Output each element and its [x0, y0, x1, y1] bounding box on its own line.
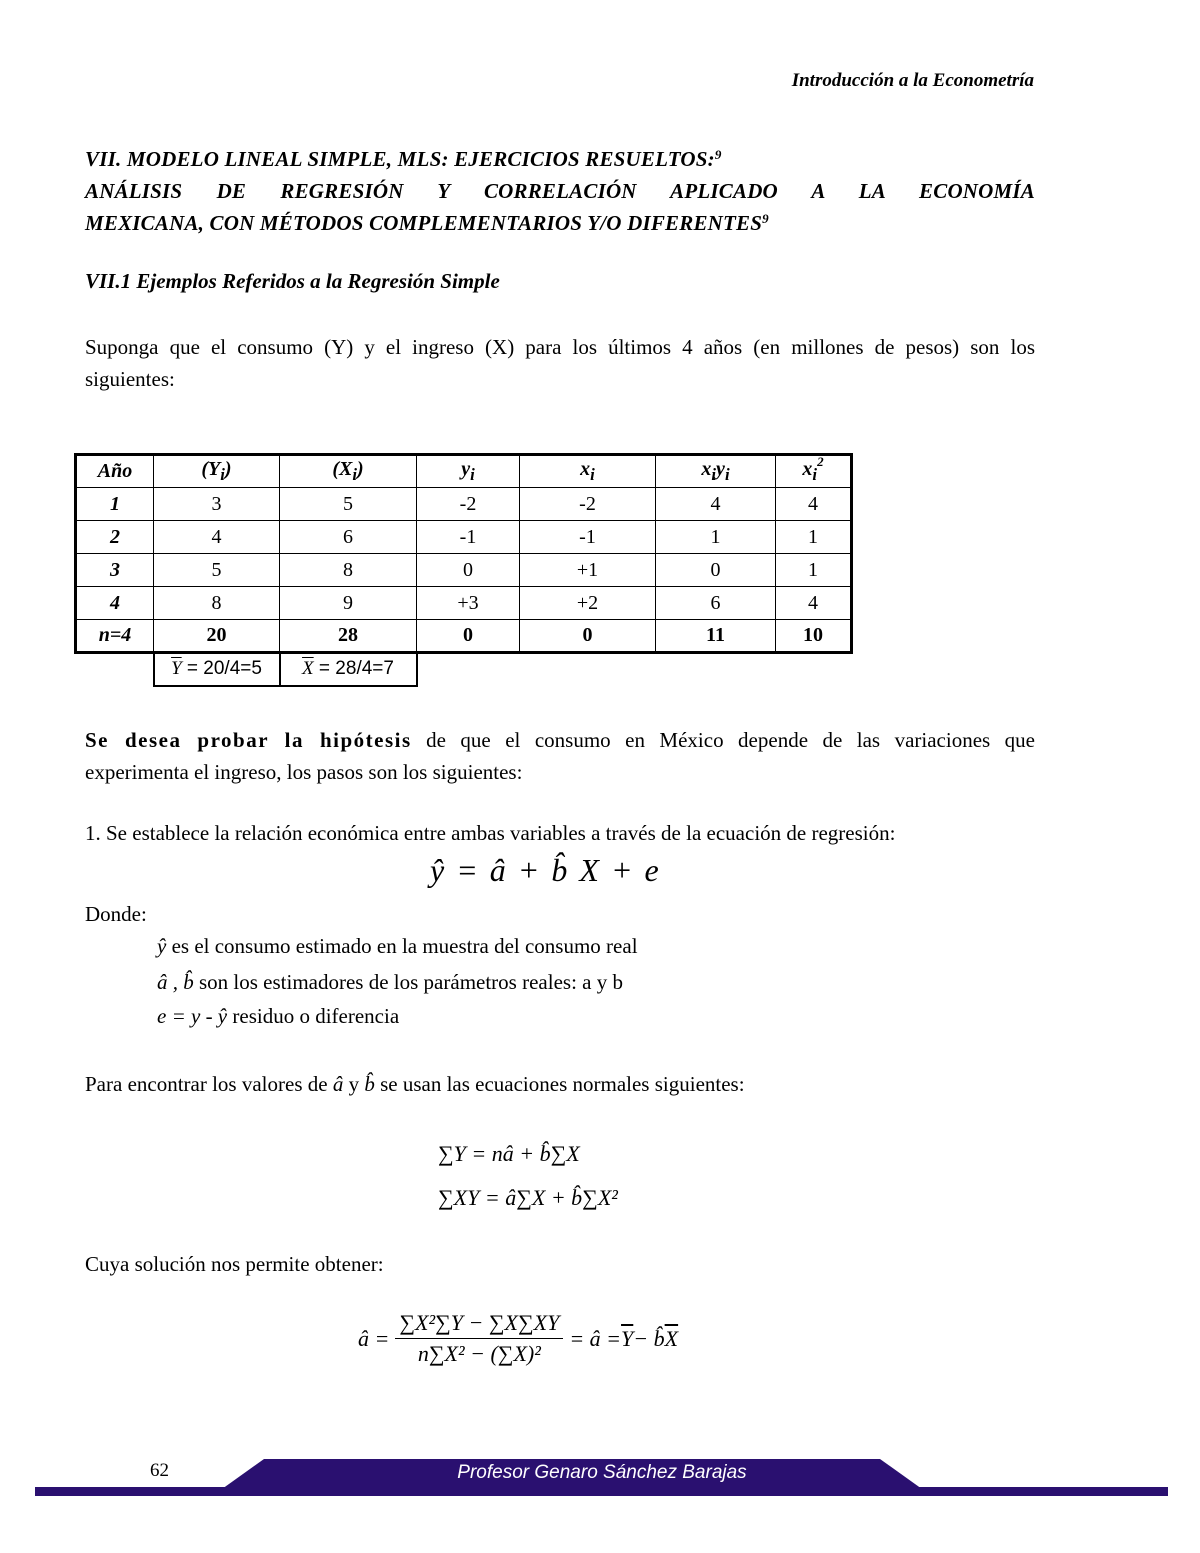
cell: 8	[280, 554, 417, 587]
header-xi: $x_i$	[520, 455, 656, 488]
solution-fraction	[395, 1310, 563, 1367]
cell: 4	[776, 488, 852, 521]
cell: 20	[154, 620, 280, 653]
intro-paragraph	[85, 331, 1035, 395]
cell: -1	[417, 521, 520, 554]
cell: -2	[520, 488, 656, 521]
table-header-row	[76, 455, 852, 488]
definition-3: e = y - ŷ residuo o diferencia	[157, 1004, 400, 1028]
cell	[417, 653, 852, 686]
table-row	[76, 521, 852, 554]
solution-numerator: ∑X²∑Y − ∑X∑XY	[395, 1310, 563, 1339]
cell	[76, 653, 154, 686]
cell: 28	[280, 620, 417, 653]
title-line-3: MEXICANA, CON MÉTODOS COMPLEMENTARIOS Y/O DIFERENTES	[85, 211, 763, 235]
regression-equation: ŷ = â + b̂ X + e	[430, 852, 661, 888]
cell: 3	[76, 554, 154, 587]
cell: 1	[776, 521, 852, 554]
normal-equations-intro: Para encontrar los valores de â y b̂ se usan las ecuaciones normales siguientes:	[85, 1072, 745, 1096]
cell: 0	[520, 620, 656, 653]
running-header: Introducción a la Econometría	[791, 70, 1034, 91]
header-yi: $y_i$	[417, 455, 520, 488]
subsection-title: VII.1 Ejemplos Referidos a la Regresión Simple	[85, 269, 500, 293]
solution-lhs: â =	[358, 1325, 390, 1351]
cell: 2	[76, 521, 154, 554]
cell: 4	[776, 587, 852, 620]
header-Yi: $(Y_i)$	[154, 455, 280, 488]
cell: -1	[520, 521, 656, 554]
normal-equations	[438, 1132, 618, 1220]
hypothesis-paragraph	[85, 724, 1035, 788]
table-row	[76, 554, 852, 587]
table-totals-row	[76, 620, 852, 653]
footer-rule	[35, 1487, 1168, 1496]
normal-equation-1: ∑Y = nâ + b̂∑X	[438, 1141, 580, 1166]
cell: +1	[520, 554, 656, 587]
cell: 4	[154, 521, 280, 554]
cell: 6	[656, 587, 776, 620]
data-table	[74, 453, 853, 687]
cell: 1	[776, 554, 852, 587]
solution-intro: Cuya solución nos permite obtener:	[85, 1252, 384, 1276]
hypothesis-line-2: experimenta el ingreso, los pasos son los siguientes:	[85, 760, 523, 784]
cell: 11	[656, 620, 776, 653]
cell: +2	[520, 587, 656, 620]
solution-denominator: n∑X² − (∑X)²	[417, 1341, 541, 1366]
cell: +3	[417, 587, 520, 620]
cell: 0	[656, 554, 776, 587]
table-row	[76, 587, 852, 620]
cell: 5	[154, 554, 280, 587]
table-row	[76, 488, 852, 521]
cell: 0	[417, 620, 520, 653]
cell: 4	[76, 587, 154, 620]
header-year: Año	[76, 455, 154, 488]
intro-line-2: siguientes:	[85, 367, 175, 391]
page-number: 62	[150, 1460, 169, 1481]
normal-equation-2: ∑XY = â∑X + b̂∑X²	[438, 1185, 618, 1210]
header-xiyi: $x_iy_i$	[656, 455, 776, 488]
footnote-ref: 9	[714, 147, 722, 162]
header-xi2: $x_i^2$	[776, 455, 852, 488]
cell: 1	[76, 488, 154, 521]
solution-equation: â = $\frac{\text{∑X²∑Y − ∑X∑XY}}{\text{n∑X² − (∑X)²}}$ = â = $\overline{Y}$ − b̂ $\overline{X}$	[358, 1310, 679, 1366]
cell: 8	[154, 587, 280, 620]
hypothesis-rest: de que el consumo en México depende de las variaciones que	[411, 728, 1035, 752]
intro-line-1: Suponga que el consumo (Y) y el ingreso (X) para los últimos 4 años (en millones de pesos) son los	[85, 335, 1035, 359]
mean-y-cell: $\overline{Y} = 20/4=5$	[154, 653, 280, 686]
cell: 1	[656, 521, 776, 554]
footnote-ref: 9	[762, 211, 769, 226]
chapter-title	[85, 143, 1035, 239]
definition-1: ŷ es el consumo estimado en la muestra del consumo real	[157, 934, 638, 958]
cell: 3	[154, 488, 280, 521]
cell: 5	[280, 488, 417, 521]
header-Xi: $(X_i)$	[280, 455, 417, 488]
cell: 6	[280, 521, 417, 554]
cell: 4	[656, 488, 776, 521]
cell: 0	[417, 554, 520, 587]
cell: 10	[776, 620, 852, 653]
cell: 9	[280, 587, 417, 620]
hypothesis-bold: Se desea probar la hipótesis	[85, 728, 412, 752]
mean-x-cell: $\overline{X} = 28/4=7$	[280, 653, 417, 686]
footer-author: Profesor Genaro Sánchez Barajas	[457, 1462, 747, 1483]
donde-label: Donde:	[85, 902, 147, 926]
step-1: 1. Se establece la relación económica entre ambas variables a través de la ecuación de regresión:	[85, 821, 896, 845]
title-line-2: ANÁLISIS DE REGRESIÓN Y CORRELACIÓN APLICADO A LA ECONOMÍA	[85, 179, 1035, 203]
cell: -2	[417, 488, 520, 521]
definition-2: â , b̂ son los estimadores de los parámetros reales: a y b	[157, 970, 623, 994]
cell: n=4	[76, 620, 154, 653]
title-line-1: VII. MODELO LINEAL SIMPLE, MLS: EJERCICIOS RESUELTOS:	[85, 147, 715, 171]
table-means-row	[76, 653, 852, 686]
